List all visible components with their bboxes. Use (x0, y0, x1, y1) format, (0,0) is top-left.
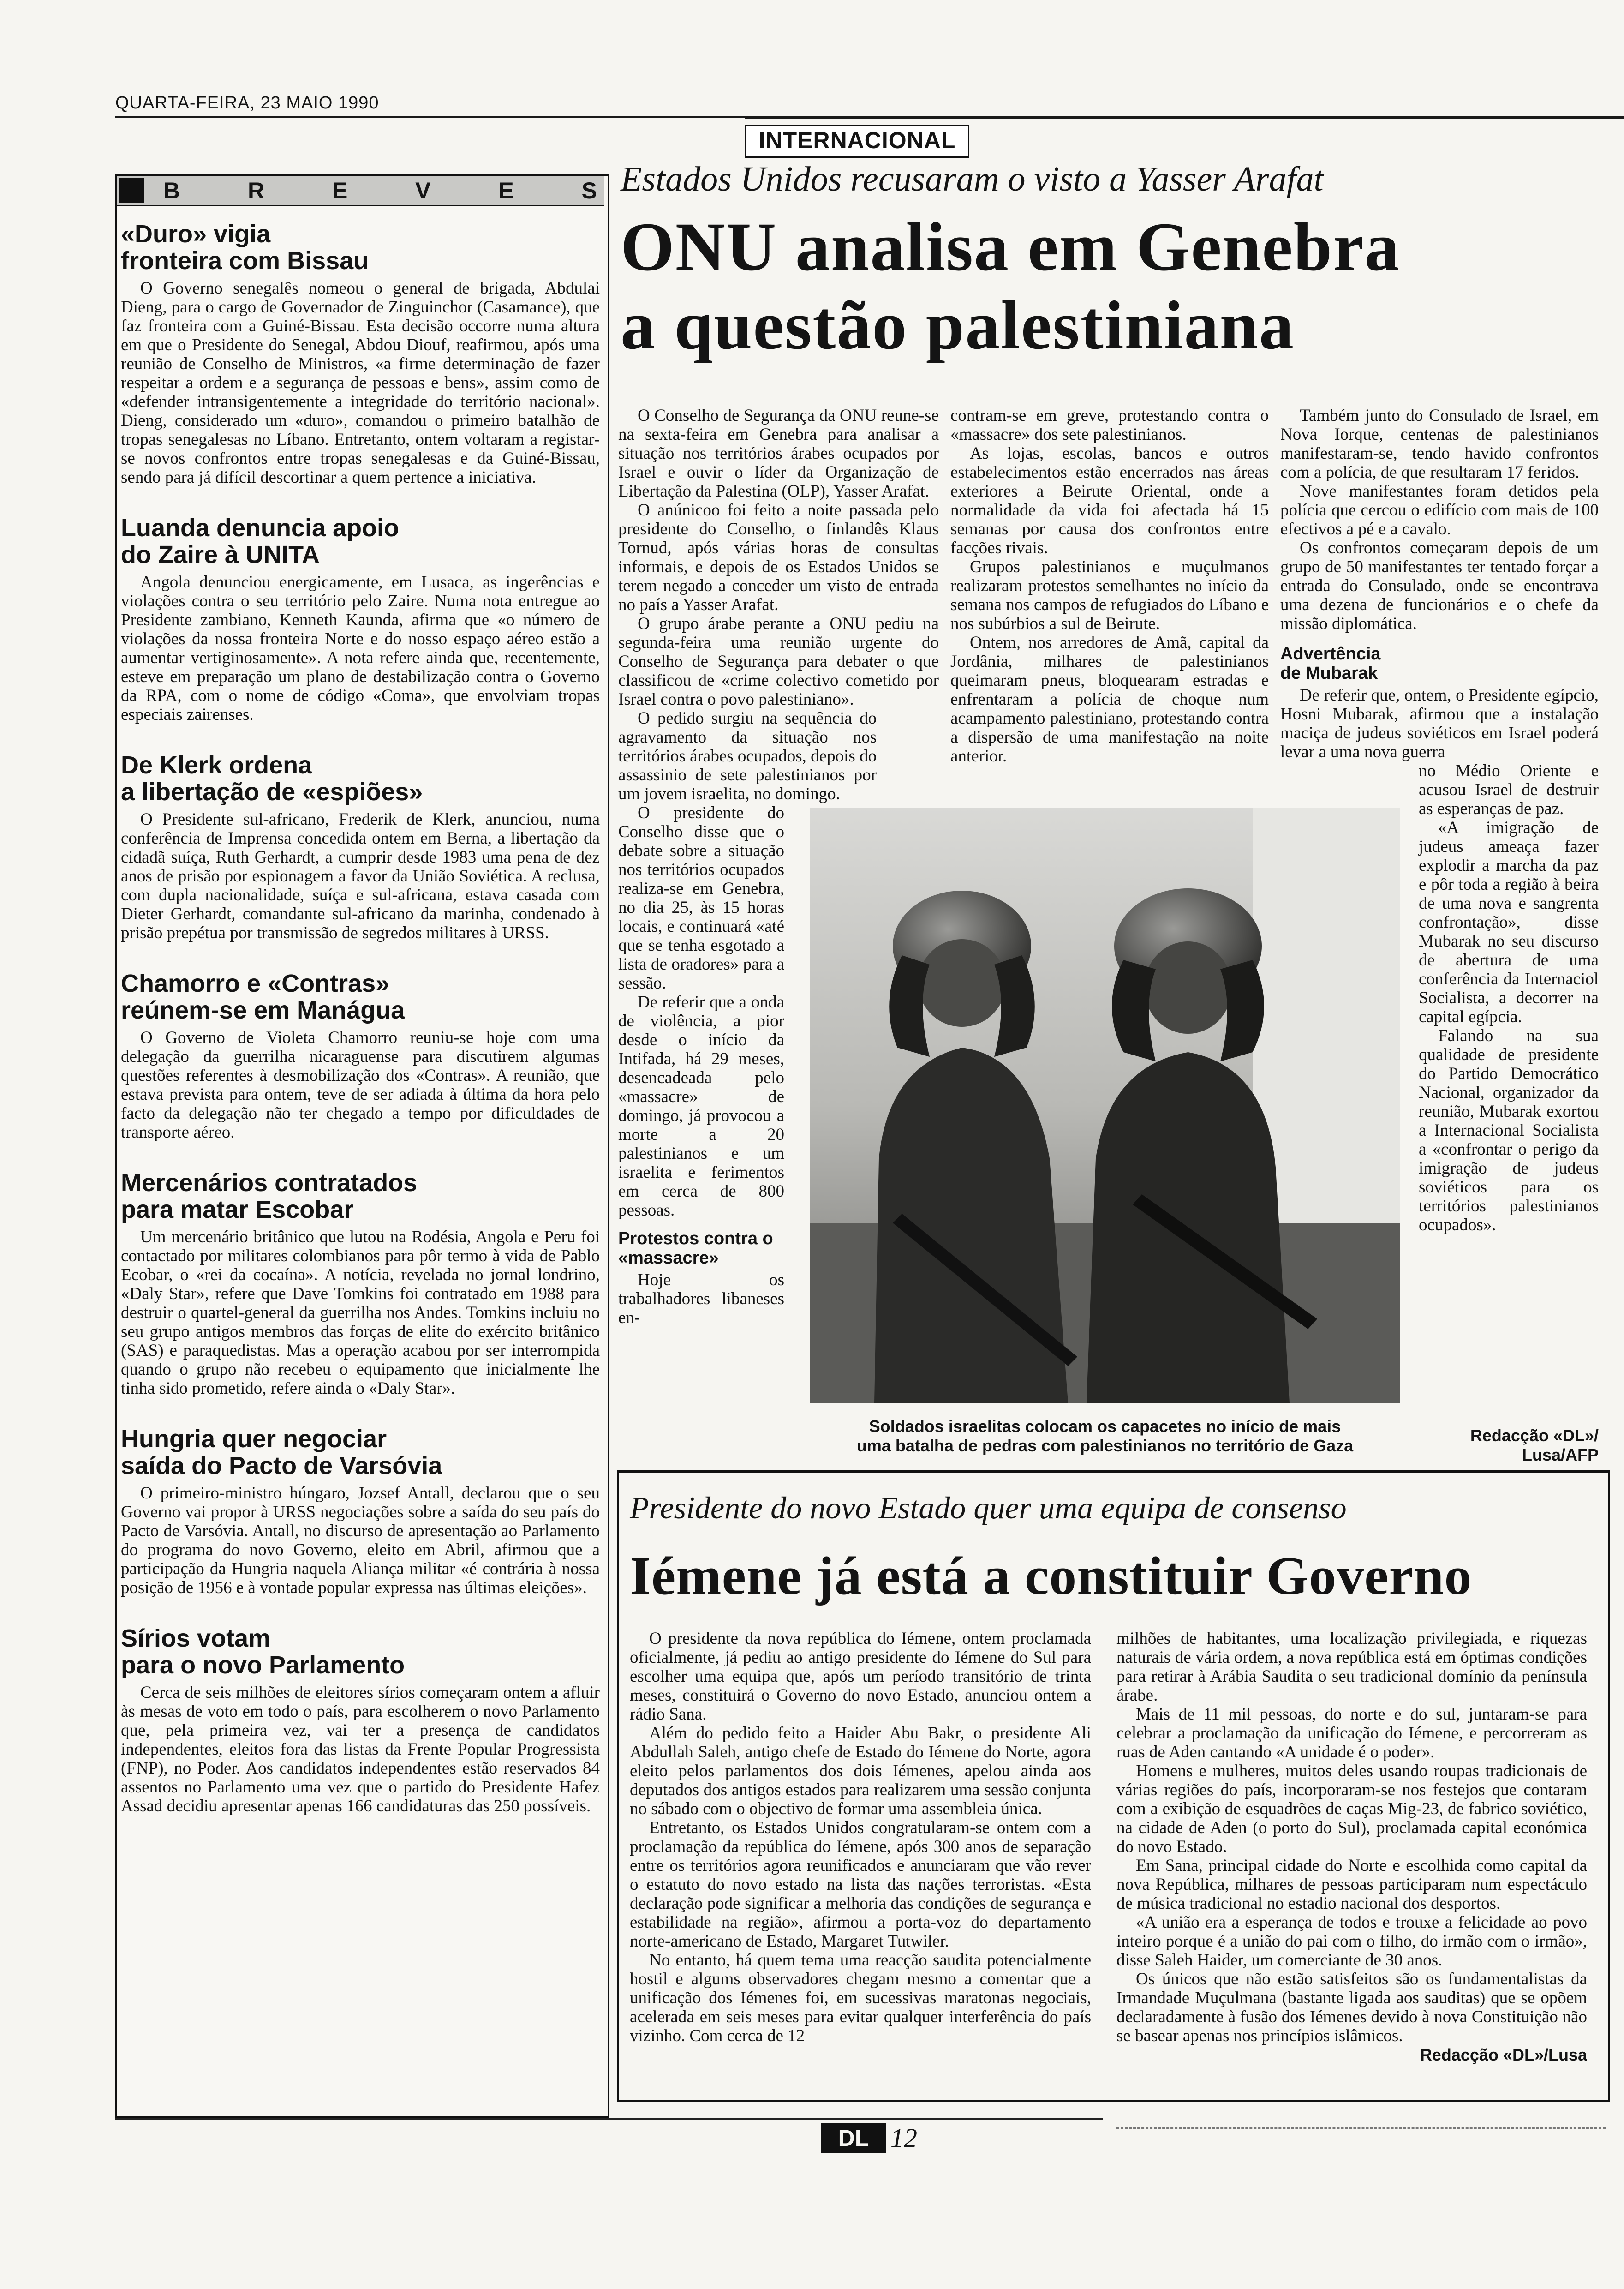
second-col-1: O presidente da nova república do Iémene, ontem proclamada oficialmente, já pediu ao antigo presidente do Iémene do Sul para escolher uma equipa que, após um período transitório de trinta meses, constituirá o Governo do novo Estado, anunciou ontem a rádio Sana. Além do pedido feito a Haider Abu Bakr, o presidente Ali Abdullah Saleh, antigo chefe de Estado do Iémene do Norte, agora eleito pelos parlamentos dos dois Iémenes, apelou ainda aos deputados dos antigos estados para realizarem uma sessão conjunta no sábado com o objectivo de formar uma assembleia única. Entretanto, os Estados Unidos congratularam-se ontem com a proclamação da república do Iémene, após 300 anos de separação entre os territórios agora reunificados e anunciaram que vão rever o estatuto do novo estado na lista das nações terroristas. «Esta declaração pode significar a melhoria das condições de segurança e estabilidade na região», afirmou a porta-voz do departamento norte-americano de Estado, Margaret Tutwiler. No entanto, há quem tema uma reacção saudita potencialmente hostil e algums observadores chegam mesmo a comentar que a unificação dos Iémenes foi, em sucessivas maratonas negociais, acelerada em seis meses para evitar qualquer interferência do país vizinho. Com cerca de 12 (630, 1629, 1091, 2045)
brief-body: Angola denunciou energicamente, em Lusaca, as ingerências e violações contra o seu território pelo Zaire. Numa nota entregue ao Presidente zambiano, Kenneth Kaunda, afirma que «o número de violações da nossa fronteira Norte e do nosso espaço aéreo estão a aumentar vertiginosamente». A nota refere ainda que, recentemente, esteve em preparação um plano de destabilização contra o Governo da RPA, com o nome de código «Coma», que envolviam tropas especiais zairenses. (121, 573, 600, 724)
second-kicker: Presidente do novo Estado quer uma equipa de consenso (630, 1490, 1347, 1525)
breves-letter: R (247, 178, 265, 204)
brief-body: O Governo senegalês nomeou o general de brigada, Abdulai Dieng, para o cargo de Governador de Zinguinchor (Casamance), que faz fronteira com a Guiné-Bissau. Esta decisão occorre numa altura em que o Presidente do Senegal, Abdou Diouf, reafirmou, após uma reunião de Conselho de Ministros, «a firme determinação de fazer respeitar a ordem e a segurança de pessoas e bens», assim como de «defender intransigentemente a integridade do território nacional». Dieng, considerado um «duro», comandou o primeiro batalhão de tropas senegalesas no Líbano. Entretanto, ontem voltaram a registar-se novos confrontos entre tropas senegalesas e da Guiné-Bissau, sendo para já difícil descortinar a quem pertence a iniciativa. (121, 279, 600, 487)
brief-headline: Mercenários contratados para matar Escobar (121, 1169, 418, 1223)
breves-letter: V (415, 178, 431, 204)
brief-headline: De Klerk ordena a libertação de «espiões» (121, 751, 423, 806)
page-number: 12 (890, 2123, 917, 2153)
footer-rule (115, 2118, 1103, 2120)
page-date: QUARTA-FEIRA, 23 MAIO 1990 (115, 93, 379, 113)
breves-title (163, 176, 597, 205)
section-label: INTERNACIONAL (745, 125, 969, 158)
brief-body: O primeiro-ministro húngaro, Jozsef Antall, declarou que o seu Governo vai propor à URSS negociações sobre a saída do seu país do Pacto de Varsóvia. Antall, no discurso de apresentação ao Parlamento do programa do novo Governo, eleito em Abril, afirmou que a participação da Hungria naquela Aliança militar «é contrária à nossa posição de 1956 e à vontade popular expressa nas últimas eleições». (121, 1484, 600, 1597)
lead-kicker: Estados Unidos recusaram o visto a Yasser Arafat (621, 160, 1324, 198)
brief-story (121, 1625, 600, 1816)
brief-story (121, 221, 600, 487)
brief-headline: Chamorro e «Contras» reúnem-se em Manágua (121, 970, 405, 1024)
lead-col-2: contram-se em greve, protestando contra o «massacre» dos sete palestinianos. As lojas, escolas, bancos e outros estabelecimentos estão encerrados nas áreas exteriores a Beirute Oriental, onde a normalidade da vida foi afectada há 15 semanas por causa dos confrontos entre facções rivais. Grupos palestinianos e muçulmanos realizaram protestos semelhantes no início da semana nos campos de refugiados do Líbano e nos subúrbios a sul de Beirute. Ontem, nos arredores de Amã, capital da Jordânia, milhares de palestinianos queimaram pneus, bloquearam estradas e enfrentaram a polícia de choque num acampamento palestiniano, protestando contra a dispersão de uma manifestação na noite anterior. (950, 406, 1269, 766)
lead-subhead-mubarak: Advertência de Mubarak (1280, 644, 1381, 683)
brief-body: O Governo de Violeta Chamorro reuniu-se hoje com uma delegação da guerrilha nicaraguense para discutirem algumas questões referentes à desmobilização dos «Contras». A reunião, que estava prevista para ontem, teve de ser adiada à última da hora pelo facto da delegação não ter chegado a tempo por dificuldades de transporte aéreo. (121, 1028, 600, 1142)
brief-story (121, 515, 600, 724)
second-col-2: milhões de habitantes, uma localização privilegiada, e riquezas naturais de vária ordem, a nova república está em óptimas condições para retirar à Arábia Saudita o seu tradicional domínio da península árabe. Mais de 11 mil pessoas, do norte e do sul, juntaram-se para celebrar a proclamação da unificação do Iémene, e percorreram as ruas de Aden cantando «A unidade é o poder». Homens e mulheres, muitos deles usando roupas tradicionais de várias regiões do país, incorporaram-se nos festejos que contaram com a exibição de esquadrões de caças Mig-23, de fabrico soviético, na cidade de Aden (o porto do Sul), proclamada capital económica do novo Estado. Em Sana, principal cidade do Norte e escolhida como capital da nova República, milhares de pessoas participaram num espectáculo de música tradicional no estadio nacional dos desportos. «A união era a esperança de todos e trouxe a felicidade ao povo inteiro porque é a união do pai com o filho, do irmão com o irmão», disse Saleh Haider, um comerciante de 30 anos. Os únicos que não estão satisfeitos são os fundamentalistas da Irmandade Muçulmana (bastante ligada aos sauditas) que se opõem declaradamente à fusão dos Iémenes devido à nova Constituição não se basear apenas nos princípios islâmicos. Redacção «DL»/Lusa (1116, 1629, 1587, 2064)
breves-letter: E (332, 178, 348, 204)
brief-story (121, 1426, 600, 1597)
breves-square-icon (119, 178, 144, 203)
brief-story (121, 970, 600, 1142)
brief-headline: «Duro» vigia fronteira com Bissau (121, 221, 369, 275)
brief-story (121, 1169, 600, 1398)
lead-headline: ONU analisa em Genebra a questão palestiniana (621, 209, 1400, 364)
breves-letter: B (163, 178, 180, 204)
breves-letter: S (581, 178, 597, 204)
footer-logo: DL (821, 2123, 886, 2153)
footer-rule-right (1116, 2127, 1606, 2129)
breves-column (121, 221, 600, 2108)
brief-body: Cerca de seis milhões de eleitores sírios começaram ontem a afluir às mesas de voto em todo o país, para escolherem o novo Parlamento que, pela primeira vez, vai ter a presença de candidatos independentes, eleitos fora das listas da Frente Popular Progressista (FNP), no Poder. Aos candidatos independentes estão reservados 84 assentos no Parlamento uma vez que o partido do Presidente Hafez Assad decidiu apresentar apenas 166 candidaturas das 250 possíveis. (121, 1683, 600, 1816)
brief-body: Um mercenário britânico que lutou na Rodésia, Angola e Peru foi contactado por militares colombianos para pôr termo à vida de Pablo Ecobar, o «rei da cocaína». A notícia, revelada no jornal londrino, «Daly Star», refere que Dave Tomkins foi contratado em 1988 para destruir o quartel-general da guerrilha nos Andes. Tomkins incluiu no seu grupo antigos membros das forças de elite do exército britânico (SAS) e paraquedistas. Mas a operação acabou por ser interrompida quando o grupo não recebeu o equipamento que inicialmente lhe tinha sido prometido, refere ainda o «Daly Star». (121, 1228, 600, 1398)
photo-caption: Soldados israelitas colocam os capacetes no início de mais uma batalha de pedras com palestinianos no território de Gaza (856, 1417, 1354, 1455)
soldiers-photo (810, 808, 1400, 1403)
brief-story (121, 752, 600, 942)
breves-letter: E (498, 178, 514, 204)
breves-title-bar (117, 176, 604, 206)
header-rule-right (745, 116, 1624, 119)
brief-headline: Sírios votam para o novo Parlamento (121, 1624, 405, 1679)
brief-headline: Luanda denuncia apoio do Zaire à UNITA (121, 514, 400, 569)
second-credit: Redacção «DL»/Lusa (1420, 2045, 1587, 2064)
brief-headline: Hungria quer negociar saída do Pacto de Varsóvia (121, 1425, 442, 1480)
soldiers-photo-graphic (810, 808, 1400, 1403)
lead-col-3: Também junto do Consulado de Israel, em Nova Iorque, centenas de palestinianos manifestaram-se, tendo havido confrontos com a polícia, de que resultaram 17 feridos. Nove manifestantes foram detidos pela polícia que cercou o edifício com mais de 100 efectivos a pé e a cavalo. Os confrontos começaram depois de um grupo de 50 manifestantes ter tentado forçar a entrada do Consulado, onde se encontrava uma dezena de funcionários e o chefe da missão diplomática. Advertência de Mubarak De referir que, ontem, o Presidente egípcio, Hosni Mubarak, afirmou que a instalação maciça de judeus soviéticos em Israel poderá levar a uma nova guerra no Médio Oriente e acusou Israel de destruir as esperanças de paz. «A imigração de judeus ameaça fazer explodir a marcha da paz e pôr toda a região à beira de uma nova e sangrenta confrontação», disse Mubarak no seu discurso de abertura de uma conferência da Internaciol Socialista, a decorrer na capital egípcia. Falando na sua qualidade de presidente do Partido Democrático Nacional, organizador da reunião, Mubarak exortou a Internacional Socialista a «confrontar o perigo da imigração de judeus soviéticos para os territórios palestinianos ocupados». (1280, 406, 1599, 1234)
second-headline: Iémene já está a constituir Governo (630, 1546, 1472, 1606)
lead-col-1: O Conselho de Segurança da ONU reune-se na sexta-feira em Genebra para analisar a situação nos territórios árabes ocupados por Israel e ouvir o líder da Organização de Libertação da Palestina (OLP), Yasser Arafat. O anúnicoo foi feito a noite passada pelo presidente do Conselho, o finlandês Klaus Tornud, após várias horas de consultas informais, e depois de os Estados Unidos se terem negado a conceder um visto de entrada no país a Yasser Arafat. O grupo árabe perante a ONU pediu na segunda-feira uma reunião urgente do Conselho de Segurança para debater o que classificou de «crime colectivo cometido por Israel contra o povo palestiniano». O pedido surgiu na sequência do agravamento da situação nos territórios árabes ocupados, depois do assassinio de sete palestinianos por um jovem israelita, no domingo. O presidente do Conselho disse que o debate sobre a situação nos territórios ocupados realiza-se em Genebra, no dia 25, às 15 horas locais, e continuará «até que se tenha esgotado a lista de oradores» para a sessão. De referir que a onda de violência, a pior desde o início da Intifada, há 29 meses, desencadeada pelo «massacre» de domingo, já provocou a morte a 20 palestinianos e um israelita e ferimentos em cerca de 800 pessoas. Protestos contra o «massacre» Hoje os trabalhadores libaneses en- (618, 406, 939, 1327)
lead-credit: Redacção «DL»/ Lusa/AFP (1470, 1426, 1599, 1464)
lead-subhead-protestos: Protestos contra o «massacre» (618, 1229, 773, 1268)
brief-body: O Presidente sul-africano, Frederik de Klerk, anunciou, numa conferência de Imprensa concedida ontem em Berna, a libertação da cidadã suíça, Ruth Gerhardt, a cumprir desde 1983 uma pena de dez anos de prisão por espionagem a favor da União Soviética. A reclusa, com dupla nacionalidade, suíça e sul-africana, estava casada com Dieter Gerhardt, comandante sul-africano da marinha, condenado à prisão prepétua por transmissão de segredos militares à URSS. (121, 810, 600, 942)
